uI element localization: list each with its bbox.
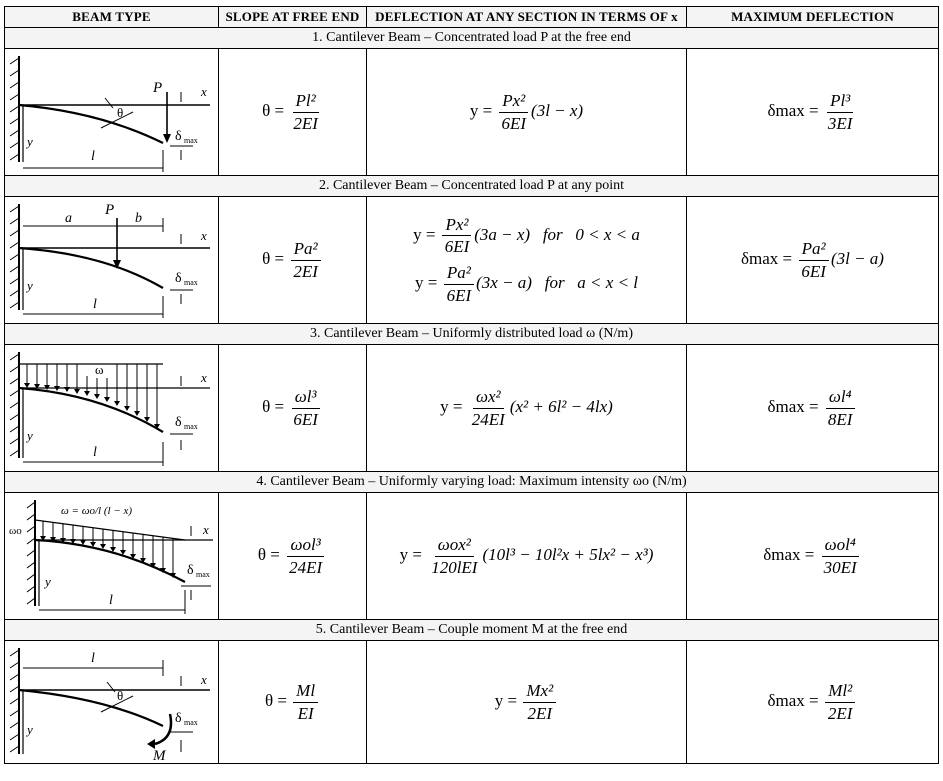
case-title-row	[5, 176, 939, 197]
length-label: l	[93, 296, 97, 312]
slope-cell	[219, 49, 367, 176]
case-title-row	[5, 472, 939, 493]
length-label: l	[91, 650, 95, 666]
header-beam-type: BEAM TYPE	[5, 7, 219, 28]
deflection-numerator: Pa²	[444, 263, 474, 285]
case-row	[5, 641, 939, 764]
delta-label: δ	[175, 128, 182, 144]
max-denominator: 3EI	[827, 113, 853, 133]
deflection-denominator: 120lEI	[431, 557, 478, 577]
max-rest: (3l − a)	[830, 248, 884, 268]
case-title: 1. Cantilever Beam – Concentrated load P at the free end	[5, 28, 939, 49]
case-row	[5, 49, 939, 176]
case-title-row	[5, 28, 939, 49]
deflection-cell	[367, 197, 687, 324]
omega-o-label: ωo	[9, 524, 22, 537]
a-label: a	[65, 210, 72, 226]
deflection-denominator: 2EI	[527, 703, 553, 723]
delta-subscript: max	[184, 135, 198, 145]
cantilever-udl-diagram	[5, 346, 217, 471]
beam-diagram-cell	[5, 197, 219, 324]
case-title: 2. Cantilever Beam – Concentrated load P at any point	[5, 176, 939, 197]
max-deflection-cell	[687, 49, 939, 176]
cantilever-point-load-any-diagram	[5, 198, 217, 323]
omega-formula-label: ω = ωo/l (l − x)	[61, 504, 133, 517]
x-axis-label: x	[201, 227, 207, 243]
deflection-rest: (x² + 6l² − 4lx)	[509, 396, 613, 416]
max-numerator: ωl⁴	[826, 387, 855, 409]
beam-diagram-cell	[5, 345, 219, 472]
case-row	[5, 345, 939, 472]
case-title: 3. Cantilever Beam – Uniformly distributed load ω (N/m)	[5, 324, 939, 345]
deflection-numerator: ωx²	[473, 387, 504, 409]
x-axis-label: x	[201, 671, 207, 687]
cantilever-uvl-diagram	[5, 494, 217, 619]
slope-denominator: 2EI	[293, 261, 318, 281]
deflection-rest: (3a − x) for 0 < x < a	[474, 224, 640, 244]
slope-denominator: 6EI	[293, 409, 318, 429]
deflection-numerator: ωox²	[435, 535, 474, 557]
x-axis-label: x	[201, 83, 207, 99]
y-axis-label: y	[27, 133, 33, 149]
max-deflection-cell	[687, 641, 939, 764]
slope-lhs: θ =	[262, 100, 285, 120]
max-denominator: 6EI	[801, 261, 826, 281]
deflection-cell	[367, 49, 687, 176]
slope-lhs: θ =	[262, 396, 285, 416]
max-numerator: Pl³	[827, 91, 853, 113]
slope-lhs: θ =	[262, 248, 285, 268]
delta-label: δ	[187, 562, 194, 578]
theta-label: θ	[117, 687, 124, 703]
slope-denominator: EI	[297, 703, 314, 723]
beam-diagram-cell	[5, 493, 219, 620]
delta-subscript: max	[184, 717, 198, 727]
max-denominator: 30EI	[823, 557, 857, 577]
deflection-numerator: Px²	[499, 91, 528, 113]
deflection-lhs: y =	[494, 690, 518, 710]
deflection-cell	[367, 641, 687, 764]
beam-diagram-cell	[5, 49, 219, 176]
delta-subscript: max	[184, 277, 198, 287]
max-denominator: 8EI	[827, 409, 853, 429]
slope-lhs: θ =	[264, 690, 287, 710]
case-row	[5, 493, 939, 620]
load-label: P	[153, 79, 163, 96]
deflection-cell	[367, 345, 687, 472]
deflection-numerator: Px²	[442, 215, 471, 237]
x-axis-label: x	[203, 521, 209, 537]
slope-cell	[219, 345, 367, 472]
deflection-rest: (10l³ − 10l²x + 5lx² − x³)	[482, 544, 654, 564]
y-axis-label: y	[27, 277, 33, 293]
slope-numerator: Pl²	[293, 91, 319, 113]
delta-subscript: max	[196, 569, 210, 579]
deflection-line	[367, 263, 686, 305]
deflection-line	[367, 215, 686, 257]
deflection-lhs: y =	[440, 396, 463, 416]
cantilever-point-load-end-diagram	[5, 50, 217, 175]
deflection-numerator: Mx²	[523, 681, 556, 703]
delta-subscript: max	[184, 421, 198, 431]
max-lhs: δmax =	[767, 100, 819, 120]
moment-label: M	[153, 747, 166, 763]
max-deflection-cell	[687, 493, 939, 620]
length-label: l	[91, 148, 95, 164]
header-max-deflection: MAXIMUM DEFLECTION	[687, 7, 939, 28]
case-title: 4. Cantilever Beam – Uniformly varying load: Maximum intensity ωo (N/m)	[5, 472, 939, 493]
y-axis-label: y	[27, 427, 33, 443]
slope-numerator: Pa²	[291, 239, 321, 261]
header-row	[5, 7, 939, 28]
case-row	[5, 197, 939, 324]
case-title-row	[5, 620, 939, 641]
deflection-denominator: 6EI	[444, 237, 470, 257]
delta-label: δ	[175, 270, 182, 286]
deflection-lhs: y =	[399, 544, 422, 564]
beam-diagram-cell	[5, 641, 219, 764]
header-deflection: DEFLECTION AT ANY SECTION IN TERMS OF x	[367, 7, 687, 28]
max-numerator: Pa²	[799, 239, 829, 261]
max-lhs: δmax =	[763, 544, 815, 564]
omega-label: ω	[95, 361, 104, 377]
deflection-lhs: y =	[414, 272, 438, 292]
y-axis-label: y	[27, 721, 33, 737]
b-label: b	[135, 210, 142, 226]
slope-denominator: 2EI	[293, 113, 318, 133]
slope-numerator: ωl³	[292, 387, 320, 409]
max-lhs: δmax =	[741, 248, 793, 268]
cantilever-moment-diagram	[5, 642, 217, 763]
slope-cell	[219, 641, 367, 764]
load-label: P	[105, 201, 115, 218]
max-lhs: δmax =	[767, 396, 819, 416]
deflection-rest: (3l − x)	[531, 100, 584, 120]
delta-label: δ	[175, 710, 182, 726]
max-numerator: ωol⁴	[822, 535, 859, 557]
y-axis-label: y	[45, 573, 51, 589]
deflection-lhs: y =	[413, 224, 436, 244]
max-denominator: 2EI	[827, 703, 853, 723]
deflection-cell	[367, 493, 687, 620]
beam-deflection-table	[4, 6, 939, 764]
deflection-rest: (3x − a) for a < x < l	[476, 272, 639, 292]
max-lhs: δmax =	[767, 690, 819, 710]
slope-denominator: 24EI	[289, 557, 323, 577]
case-title: 5. Cantilever Beam – Couple moment M at the free end	[5, 620, 939, 641]
deflection-denominator: 24EI	[471, 409, 505, 429]
max-numerator: Ml²	[825, 681, 855, 703]
length-label: l	[93, 444, 97, 460]
header-slope: SLOPE AT FREE END	[219, 7, 367, 28]
x-axis-label: x	[201, 369, 207, 385]
length-label: l	[109, 592, 113, 608]
theta-label: θ	[117, 104, 124, 120]
case-title-row	[5, 324, 939, 345]
deflection-denominator: 6EI	[446, 285, 472, 305]
slope-lhs: θ =	[257, 544, 280, 564]
slope-numerator: ωol³	[287, 535, 323, 557]
delta-label: δ	[175, 414, 182, 430]
slope-numerator: Ml	[293, 681, 318, 703]
slope-cell	[219, 493, 367, 620]
deflection-lhs: y =	[469, 100, 493, 120]
deflection-denominator: 6EI	[501, 113, 527, 133]
max-deflection-cell	[687, 197, 939, 324]
slope-cell	[219, 197, 367, 324]
max-deflection-cell	[687, 345, 939, 472]
